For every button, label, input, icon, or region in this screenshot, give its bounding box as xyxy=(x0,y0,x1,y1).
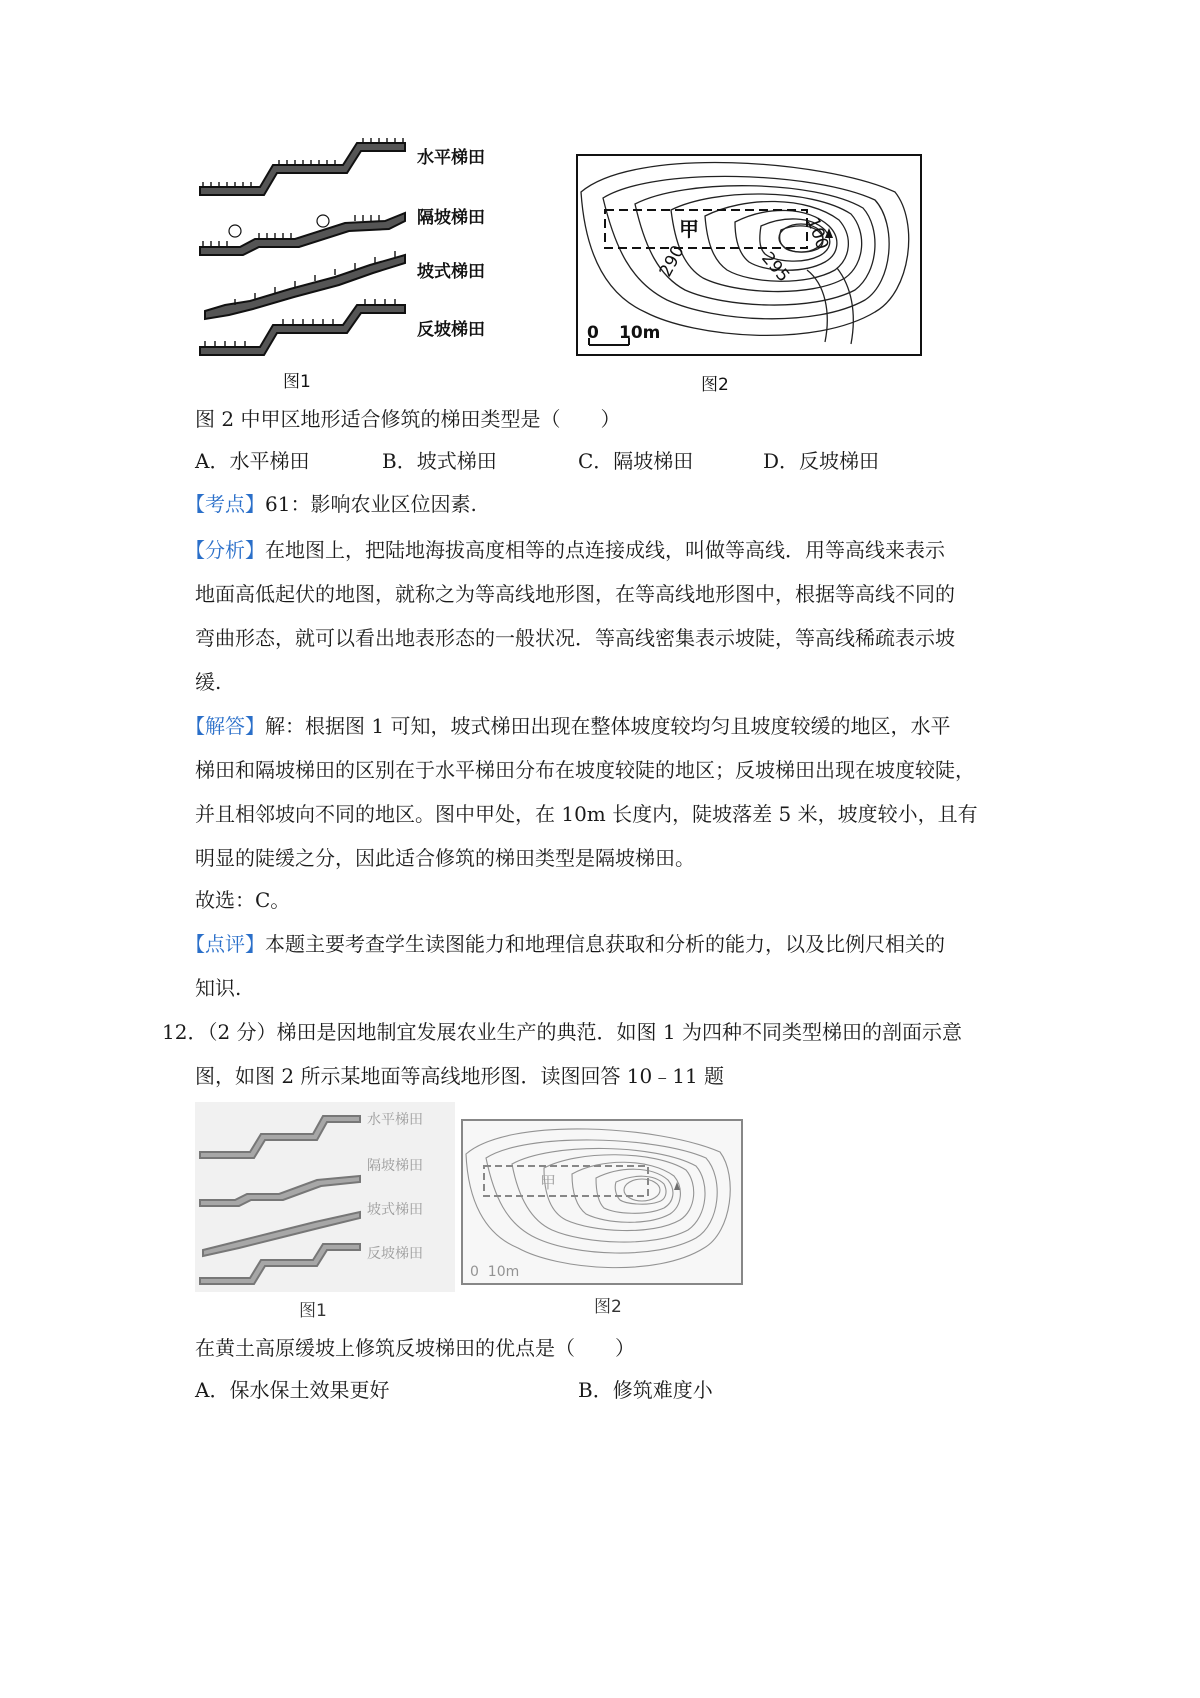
q12-question: 在黄土高原缓坡上修筑反坡梯田的优点是（ ） xyxy=(195,1336,635,1360)
fig1-label-sloping: 坡式梯田 xyxy=(417,262,485,282)
q11-option-c: C．隔坡梯田 xyxy=(578,449,694,473)
q11-jieda-line-2: 梯田和隔坡梯田的区别在于水平梯田分布在坡度较陡的地区；反坡梯田出现在坡度较陡， xyxy=(195,758,975,782)
dianping-tag: 【点评】 xyxy=(185,932,265,956)
q12-option-b: B．修筑难度小 xyxy=(578,1378,713,1402)
q11-option-b: B．坡式梯田 xyxy=(382,449,497,473)
dianping-text: 本题主要考查学生读图能力和地理信息获取和分析的能力，以及比例尺相关的 xyxy=(265,932,945,956)
fig2-contour-295: 295 xyxy=(757,248,794,287)
q12-fig2-caption: 图2 xyxy=(594,1297,622,1317)
q11-fenxi-line-3: 弯曲形态，就可以看出地表形态的一般状况．等高线密集表示坡陡，等高线稀疏表示坡 xyxy=(195,626,955,650)
fenxi-tag: 【分析】 xyxy=(185,538,265,562)
q11-question: 图 2 中甲区地形适合修筑的梯田类型是（ ） xyxy=(195,407,621,431)
fig2-contour-290: 290 xyxy=(655,242,689,281)
jieda-text: 解：根据图 1 可知，坡式梯田出现在整体坡度较均匀且坡度较缓的地区，水平 xyxy=(265,714,951,738)
q11-fenxi-line-4: 缓. xyxy=(195,670,222,694)
fig1-label-reverse: 反坡梯田 xyxy=(417,320,485,340)
q12-figure-1 xyxy=(195,1102,455,1322)
q12-figure-2 xyxy=(460,1118,745,1318)
q12-option-a: A．保水保土效果更好 xyxy=(195,1378,390,1402)
fig2-scale-zero: 0 xyxy=(587,323,599,343)
fig2-region-label: 甲 xyxy=(679,217,699,241)
q12-stem-line-2: 图，如图 2 所示某地面等高线地形图．读图回答 10﹣11 题 xyxy=(195,1064,725,1088)
kaodian-text: 61：影响农业区位因素. xyxy=(265,492,477,516)
q11-figure-1 xyxy=(195,125,515,395)
q11-answer: 故选：C。 xyxy=(195,888,291,912)
q12-fig2-region-label: 甲 xyxy=(540,1173,557,1192)
q11-jieda-line-4: 明显的陡缓之分，因此适合修筑的梯田类型是隔坡梯田。 xyxy=(195,846,695,870)
fig2-contour-100: 100 xyxy=(802,214,833,253)
fenxi-text: 在地图上，把陆地海拔高度相等的点连接成线，叫做等高线．用等高线来表示 xyxy=(265,538,945,562)
q11-fenxi-line-2: 地面高低起伏的地图，就称之为等高线地形图，在等高线地形图中，根据等高线不同的 xyxy=(195,582,955,606)
q11-figure-2 xyxy=(575,152,925,402)
q12-stem-line-1: 12．（2 分）梯田是因地制宜发展农业生产的典范．如图 1 为四种不同类型梯田的剖面示意 xyxy=(162,1020,962,1044)
fig2-caption: 图2 xyxy=(701,375,729,395)
q12-fig1-label-interval: 隔坡梯田 xyxy=(367,1158,423,1174)
q12-fig2-scale: 0 10m xyxy=(470,1264,520,1280)
q12-fig1-caption: 图1 xyxy=(299,1301,327,1321)
q11-dianping-line-2: 知识. xyxy=(195,976,242,1000)
fig2-scale-length: 10m xyxy=(619,323,661,343)
q11-jieda-line-1 xyxy=(185,712,950,740)
kaodian-tag: 【考点】 xyxy=(185,492,265,516)
q12-fig1-label-sloping: 坡式梯田 xyxy=(367,1202,423,1218)
q11-option-a: A．水平梯田 xyxy=(195,449,310,473)
q11-fenxi-line-1 xyxy=(185,536,945,564)
fig1-label-interval: 隔坡梯田 xyxy=(417,208,485,228)
q11-jieda-line-3: 并且相邻坡向不同的地区。图中甲处，在 10m 长度内，陡坡落差 5 米，坡度较小，且有 xyxy=(195,802,978,826)
q11-dianping-line-1 xyxy=(185,930,945,958)
jieda-tag: 【解答】 xyxy=(185,714,265,738)
q12-fig1-label-flat: 水平梯田 xyxy=(367,1112,423,1128)
fig1-caption: 图1 xyxy=(283,372,311,392)
q12-fig1-label-reverse: 反坡梯田 xyxy=(367,1246,423,1262)
q11-option-d: D．反坡梯田 xyxy=(763,449,880,473)
fig1-label-flat: 水平梯田 xyxy=(417,148,485,168)
q11-kaodian xyxy=(185,490,477,518)
